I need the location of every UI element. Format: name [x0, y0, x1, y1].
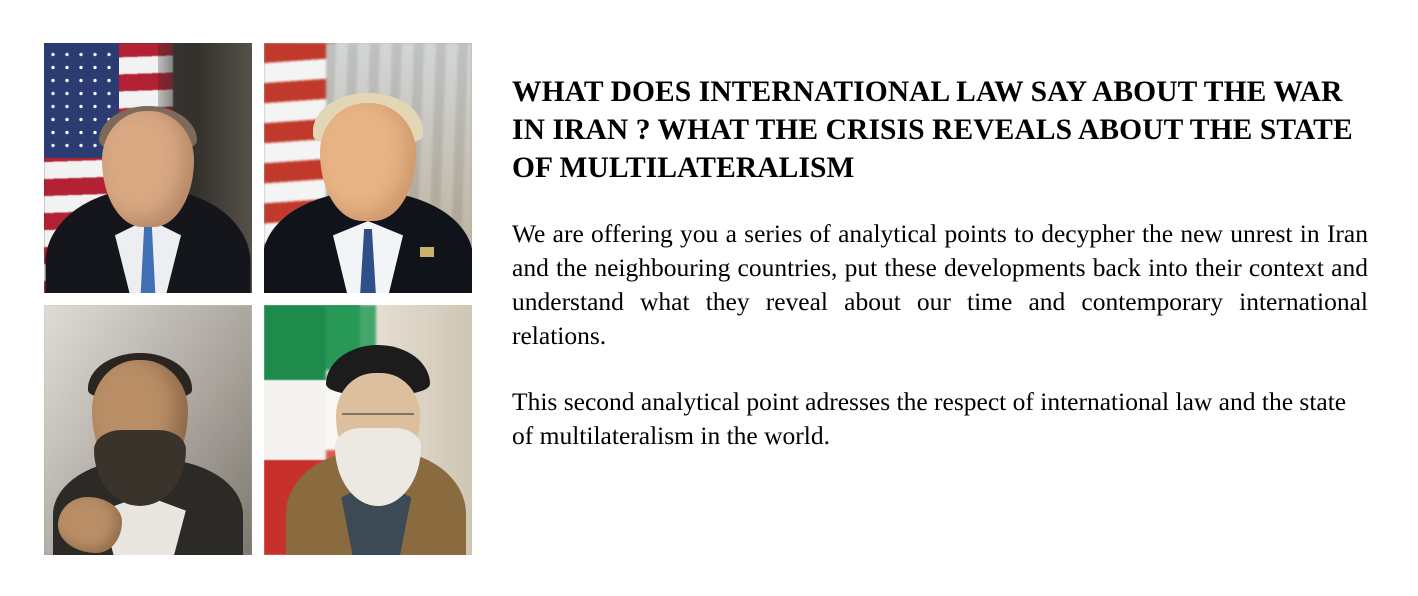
body-paragraph-2: This second analytical point adresses the respect of international law and the state of multilateralism in the world. [512, 386, 1347, 450]
photo-ali-khamenei [264, 305, 472, 555]
photo-saddam-hussein [44, 305, 252, 555]
lapel-pin-icon [420, 247, 434, 257]
body-paragraph-1: We are offering you a series of analytical points to decypher the new unrest in Iran and the neighbouring countries, put these developments back into their context and understand what they reveal about our time and contemporary international relations. [512, 219, 1368, 350]
glasses-icon [342, 413, 414, 429]
photo-donald-trump [264, 43, 472, 293]
page-title: WHAT DOES INTERNATIONAL LAW SAY ABOUT THE WAR IN IRAN ? WHAT THE CRISIS REVEALS ABOUT THE STATE OF MULTILATERALISM [512, 76, 1353, 184]
photo-collage [44, 43, 472, 557]
text-column [512, 74, 1368, 453]
face-shape [320, 103, 416, 221]
photo-george-w-bush [44, 43, 252, 293]
face-shape [102, 111, 194, 227]
